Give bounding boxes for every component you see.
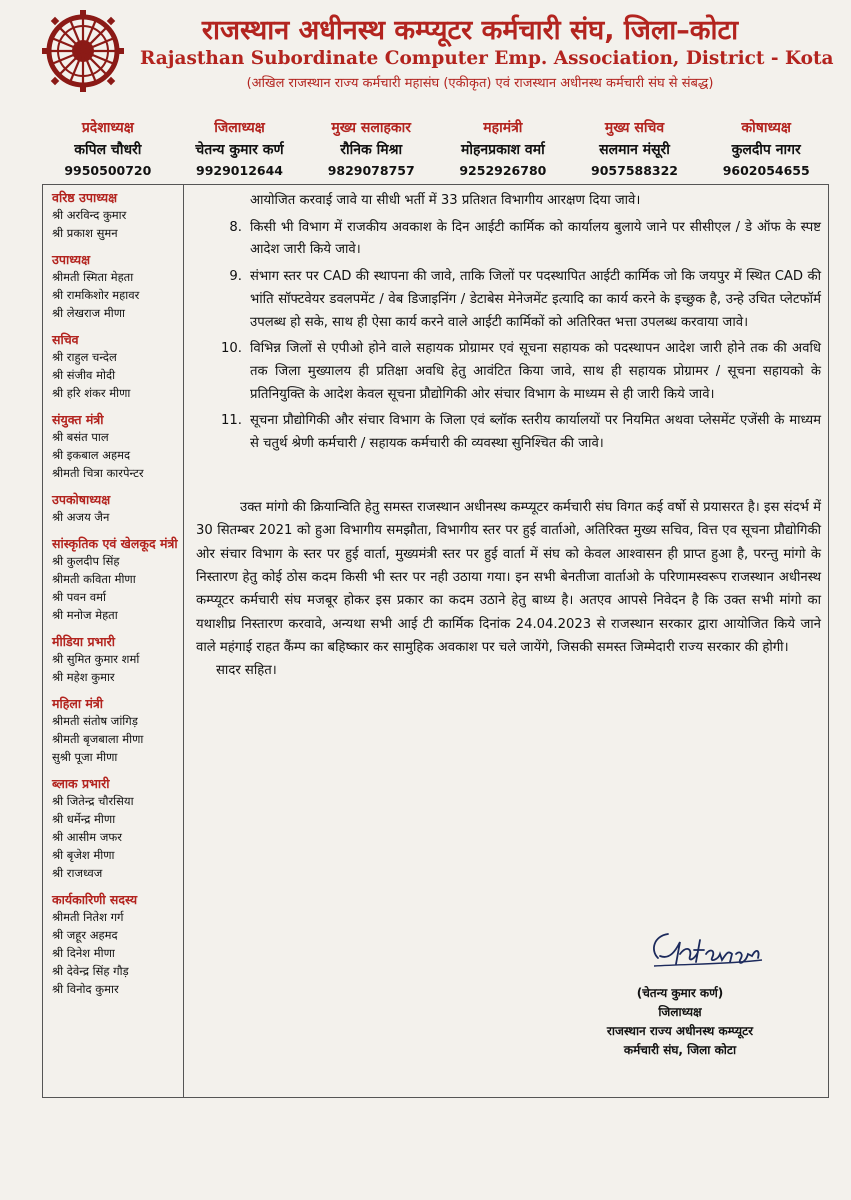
summary-paragraph: उक्त मांगो की क्रियान्विति हेतु समस्त राजस्थान अधीनस्थ कम्प्यूटर कर्मचारी संघ विगत कई वर्षो से प्रयासरत है। इस संदर्भ में 30 सितम्बर 2021 को हुआ विभागीय समझौता, विभागीय स्तर पर हुई वार्ताओ, अतिरिक्त मुख्य सचिव, वित्त एव सूचना प्रौद्योगिकी ओर संचार विभाग के स्तर पर हुई वार्ता, मुख्यमंत्री स्तर पर हुई वार्ता में संघ को केवल आश्वासन ही प्राप्त हुआ है, परन्तु मांगो के निस्तारण हेतु कोई ठोस कदम किसी भी स्तर पर नही उठाया गया। इन सभी बेनतीजा वार्ताओ के परिणामस्वरूप राजस्थान अधीनस्थ कम्प्यूटर कर्मचारी संघ मजबूर होकर इस प्रकार का कदम उठाने हेतु बाध्य है। अतएव आपसे निवेदन है कि उक्त सभी मांगो का यथाशीघ्र निस्तारण करवावे, अन्यथा सभी आई टी कार्मिक दिनांक 24.04.2023 से राजस्थान सरकार द्वारा आयोजित किये जाने वाले महंगाई राहत कैंम्प का बहिष्कार कर सामुहिक अवकाश पर चले जायेंगे, जिसकी समस्त जिम्मेदारी राज्य सरकार की होगी। [196, 499, 821, 656]
item-text: संभाग स्तर पर CAD की स्थापना की जावे, ताकि जिलों पर पदस्थापित आईटी कार्मिक जो कि जयपुर में स्थित CAD की भांति सॉफ्टवेयर डवलपमेंट / वेब डिजाइनिंग / डेटाबेस मेनेजमेंट इत्यादि का कार्य करने के इच्छुक है, उन्हे उचित प्लेटफॉर्म उपलब्ध हो सके, साथ ही ऐसा कार्य करने वाले आईटी कार्मिकों को अतिरिक्त भत्ता उपलब्ध करवाया जावे। [250, 269, 821, 330]
committee-member: श्री रामकिशोर महावर [52, 288, 140, 302]
committee-member: श्री कुलदीप सिंह [52, 554, 120, 568]
committee-member: श्रीमती नितेश गर्ग [52, 910, 124, 924]
committee-heading: मीडिया प्रभारी [52, 634, 115, 649]
officer-phone: 9929012644 [196, 163, 283, 178]
title-hindi: राजस्थान अधीनस्थ कम्प्यूटर कर्मचारी संघ, जिला–कोटा [201, 15, 739, 46]
committee-heading: वरिष्ठ उपाध्यक्ष [52, 190, 118, 205]
committee-member: श्री धर्मेन्द्र मीणा [52, 812, 116, 826]
item-number: 11. [221, 413, 242, 429]
item-number: 8. [229, 219, 242, 235]
committee-member: श्री राजध्वज [52, 866, 103, 880]
committee-group [52, 891, 180, 998]
signature-block [560, 984, 800, 1060]
committee-member: श्री महेश कुमार [52, 670, 115, 684]
officer [305, 118, 437, 178]
committee-member: श्री अरविन्द कुमार [52, 208, 127, 222]
committee-group [52, 695, 180, 766]
officer-phone: 9252926780 [459, 163, 547, 178]
demand-item [196, 266, 821, 334]
officer-phone: 9829078757 [327, 163, 415, 178]
committee-group [52, 331, 180, 402]
committee-heading: ब्लाक प्रभारी [52, 776, 110, 791]
committee-member: श्री इकबाल अहमद [52, 448, 131, 462]
officer-name: मोहनप्रकाश वर्मा [460, 142, 545, 158]
committee-member: श्री प्रकाश सुमन [52, 226, 118, 240]
item-text: विभिन्न जिलों से एपीओ होने वाले सहायक प्रोग्रामर एवं सूचना सहायक को पदस्थापन आदेश जारी होने तक की अवधि तक जिला मुख्यालय ही प्रतिक्षा अवधि हेतु आवंटित किया जावे, साथ ही सहायक प्रोग्रामर / सूचना सहायको के प्रतिनियुक्ति के आदेश केवल सूचना प्रौद्योगिकी ओर संचार विभाग के माध्यम से ही जारी किये जावे। [250, 341, 821, 402]
signatory-designation: जिलाध्यक्ष [658, 1005, 702, 1019]
officer-name: कुलदीप नागर [731, 142, 801, 158]
item-text: सूचना प्रौद्योगिकी और संचार विभाग के जिला एवं ब्लॉक स्तरीय कार्यालयों पर नियमित अथवा प्लेसमेंट एजेंसी के माध्यम से चतुर्थ श्रेणी कर्मचारी / सहायक कर्मचारी की व्यवस्था सुनिश्चित की जावे। [250, 413, 821, 452]
signatory-name: (चेतन्य कुमार कर्ण) [636, 986, 724, 1000]
committee-member: श्री जहूर अहमद [52, 928, 118, 942]
closing-line: सादर सहित। [216, 662, 277, 678]
officer-role: मुख्य सलाहकार [331, 120, 412, 136]
committee-group [52, 189, 180, 242]
officer [700, 118, 832, 178]
officer-role: जिलाध्यक्ष [214, 120, 265, 136]
officer [437, 118, 569, 178]
demand-item [196, 217, 821, 262]
committee-member: श्रीमती बृजबाला मीणा [52, 732, 144, 746]
committee-member: श्रीमती स्मिता मेहता [52, 270, 134, 284]
officer-name: रौनिक मिश्रा [340, 142, 403, 158]
committee-group [52, 491, 180, 526]
committee-member: श्री बृजेश मीणा [52, 848, 115, 862]
demand-item [196, 338, 821, 406]
officer-role: कोषाध्यक्ष [741, 120, 791, 136]
committee-member: श्री अजय जैन [52, 510, 110, 524]
committee-sidebar [52, 189, 180, 1007]
officer-role: मुख्य सचिव [604, 120, 665, 136]
committee-group [52, 535, 180, 624]
committee-heading: कार्यकारिणी सदस्य [52, 892, 138, 907]
officer-phone: 9602054655 [722, 163, 810, 178]
committee-member: श्री लेखराज मीणा [52, 306, 125, 320]
committee-heading: सचिव [52, 332, 79, 347]
committee-group [52, 251, 180, 322]
committee-member: श्री राहुल चन्देल [52, 350, 117, 364]
officer [42, 118, 174, 178]
signatory-org-line2: कर्मचारी संघ, जिला कोटा [623, 1043, 737, 1057]
committee-member: श्री पवन वर्मा [52, 590, 106, 604]
office-bearers-row [42, 118, 832, 178]
officer-role: प्रदेशाध्यक्ष [81, 120, 134, 136]
committee-member: सुश्री पूजा मीणा [52, 750, 118, 764]
signatory-org-line1: राजस्थान राज्य अधीनस्थ कम्प्यूटर [606, 1024, 754, 1038]
committee-member: श्री विनोद कुमार [52, 982, 119, 996]
committee-member: श्री देवेन्द्र सिंह गौड़ [52, 964, 129, 978]
committee-member: श्री मनोज मेहता [52, 608, 118, 622]
committee-member: श्री आसीम जफर [52, 830, 122, 844]
committee-heading: उपकोषाध्यक्ष [52, 492, 111, 507]
officer-phone: 9057588322 [591, 163, 679, 178]
officer-role: महामंत्री [483, 120, 523, 136]
committee-heading: संयुक्त मंत्री [52, 412, 104, 427]
committee-member: श्रीमती चित्रा कारपेन्टर [52, 466, 144, 480]
demand-item [196, 410, 821, 455]
committee-group [52, 411, 180, 482]
title-english: Rajasthan Subordinate Computer Emp. Association, District - Kota [140, 48, 834, 69]
committee-member: श्री बसंत पाल [52, 430, 109, 444]
officer-phone: 9950500720 [64, 163, 152, 178]
committee-member: श्री जितेन्द्र चौरसिया [52, 794, 134, 808]
item-number: 10. [221, 341, 242, 357]
committee-member: श्री संजीव मोदी [52, 368, 116, 382]
officer [174, 118, 306, 178]
column-divider [183, 184, 184, 1098]
officer-name: चेतन्य कुमार कर्ण [195, 142, 284, 158]
officer [569, 118, 701, 178]
committee-member: श्री सुमित कुमार शर्मा [52, 652, 140, 666]
committee-heading: महिला मंत्री [52, 696, 104, 711]
committee-group [52, 633, 180, 686]
affiliation-subtitle: (अखिल राजस्थान राज्य कर्मचारी महासंघ (एकीकृत) एवं राजस्थान अधीनस्थ कर्मचारी संघ से संबद्ध) [246, 76, 714, 91]
item-number: 9. [229, 269, 242, 285]
committee-member: श्री हरि शंकर मीणा [52, 386, 131, 400]
item-text: किसी भी विभाग में राजकीय अवकाश के दिन आईटी कार्मिक को कार्यालय बुलाये जाने पर सीसीएल / डे ऑफ के स्पष्ट आदेश जारी किये जावे। [250, 219, 821, 258]
association-logo-icon [42, 10, 124, 92]
committee-member: श्रीमती संतोष जांगिड़ [52, 714, 138, 728]
committee-heading: उपाध्यक्ष [52, 252, 91, 267]
handwritten-signature [640, 920, 770, 980]
committee-group [52, 775, 180, 882]
letter-body [196, 190, 821, 682]
officer-name: सलमान मंसूरी [599, 142, 670, 158]
committee-member: श्रीमती कविता मीणा [52, 572, 136, 586]
continued-item [196, 190, 821, 213]
committee-heading: सांस्कृतिक एवं खेलकूद मंत्री [52, 536, 178, 551]
officer-name: कपिल चौधरी [74, 142, 142, 158]
committee-member: श्री दिनेश मीणा [52, 946, 115, 960]
continued-line: आयोजित करवाई जावे या सीधी भर्ती में 33 प्रतिशत विभागीय आरक्षण दिया जावे। [250, 193, 641, 208]
